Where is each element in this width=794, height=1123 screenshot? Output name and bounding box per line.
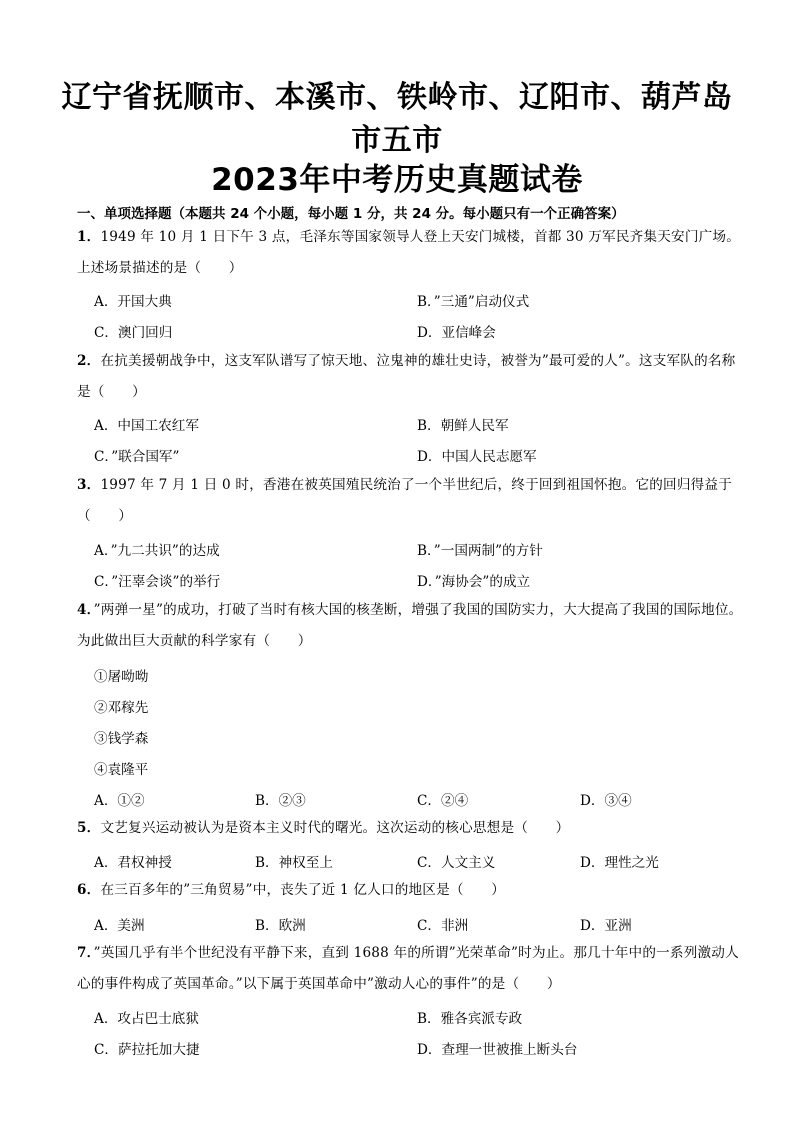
question-text: 在抗美援朝战争中，这支军队谱写了惊天地、泣鬼神的雄壮史诗，被誉为”最可爱的人”。这支军队的名称是（ ） bbox=[77, 353, 736, 400]
option-a: A．美洲 bbox=[94, 918, 145, 934]
question-4-item-1: ①屠呦呦 bbox=[94, 669, 149, 685]
option-c: C．②④ bbox=[417, 793, 469, 809]
option-b: B．神权至上 bbox=[255, 855, 333, 871]
option-c: C．澳门回归 bbox=[94, 325, 173, 341]
option-d: D．亚洲 bbox=[580, 918, 632, 934]
option-a: A．开国大典 bbox=[94, 294, 172, 310]
question-number: 6． bbox=[77, 882, 101, 898]
question-text: 在三百多年的”三角贸易”中，丧失了近 1 亿人口的地区是（ ） bbox=[100, 882, 506, 898]
option-c: C．”联合国军” bbox=[94, 449, 180, 465]
option-b: B．”三通”启动仪式 bbox=[417, 294, 530, 310]
question-5 bbox=[77, 813, 749, 844]
option-d: D．”海协会”的成立 bbox=[417, 574, 531, 590]
question-number: 4． bbox=[77, 602, 94, 618]
exam-title-line-2: 市五市 bbox=[351, 123, 443, 158]
option-b: B．②③ bbox=[255, 793, 306, 809]
question-text: ”两弹一星”的成功，打破了当时有核大国的核垄断，增强了我国的国防实力，大大提高了我国的国际地位。为此做出巨大贡献的科学家有（ ） bbox=[77, 602, 743, 649]
option-c: C．非洲 bbox=[417, 918, 469, 934]
exam-title-line-3: 2023年中考历史真题试卷 bbox=[211, 162, 583, 198]
question-number: 7． bbox=[77, 945, 94, 961]
question-2 bbox=[77, 346, 749, 408]
question-7 bbox=[77, 938, 749, 1000]
option-d: D．中国人民志愿军 bbox=[417, 449, 537, 465]
option-b: B．欧洲 bbox=[255, 918, 306, 934]
option-d: D．理性之光 bbox=[580, 855, 659, 871]
option-c: C．萨拉托加大捷 bbox=[94, 1042, 200, 1058]
question-3 bbox=[77, 470, 749, 532]
option-d: D．③④ bbox=[580, 793, 632, 809]
option-d: D．查理一世被推上断头台 bbox=[417, 1042, 578, 1058]
option-d: D．亚信峰会 bbox=[417, 325, 496, 341]
question-1 bbox=[77, 222, 749, 284]
option-a: A．①② bbox=[94, 793, 145, 809]
option-a: A．中国工农红军 bbox=[94, 418, 199, 434]
option-a: A．君权神授 bbox=[94, 855, 172, 871]
exam-title-line-1: 辽宁省抚顺市、本溪市、铁岭市、辽阳市、葫芦岛 bbox=[61, 80, 733, 115]
question-text: 1949 年 10 月 1 日下午 3 点，毛泽东等国家领导人登上天安门城楼，首都 30 万军民齐集天安门广场。上述场景描述的是（ ） bbox=[77, 229, 740, 276]
question-number: 2． bbox=[77, 353, 101, 369]
question-number: 5． bbox=[77, 820, 101, 836]
question-4 bbox=[77, 595, 749, 657]
option-b: B．”一国两制”的方针 bbox=[417, 543, 543, 559]
question-4-item-3: ③钱学森 bbox=[94, 731, 149, 747]
question-text: 文艺复兴运动被认为是资本主义时代的曙光。这次运动的核心思想是（ ） bbox=[100, 820, 570, 836]
question-4-item-2: ②邓稼先 bbox=[94, 700, 149, 716]
option-a: A．攻占巴士底狱 bbox=[94, 1011, 199, 1027]
option-c: C．”汪辜会谈”的举行 bbox=[94, 574, 221, 590]
question-text: ”英国几乎有半个世纪没有平静下来，直到 1688 年的所谓”光荣革命”时为止。那几十年中的一系列激动人心的事件构成了英国革命。”以下属于英国革命中”激动人心的事件”的是（ ） bbox=[77, 945, 739, 992]
option-b: B．朝鲜人民军 bbox=[417, 418, 509, 434]
question-6 bbox=[77, 875, 749, 906]
option-a: A．”九二共识”的达成 bbox=[94, 543, 220, 559]
question-text: 1997 年 7 月 1 日 0 时，香港在被英国殖民统治了一个半世纪后，终于回到祖国怀抱。它的回归得益于（ ） bbox=[77, 477, 732, 524]
question-number: 3． bbox=[77, 477, 101, 493]
section-heading: 一、单项选择题（本题共 24 个小题，每小题 1 分，共 24 分。每小题只有一个正确答案） bbox=[77, 206, 625, 222]
option-c: C．人文主义 bbox=[417, 855, 496, 871]
question-4-item-4: ④袁隆平 bbox=[94, 762, 149, 778]
question-number: 1． bbox=[77, 229, 101, 245]
option-b: B．雅各宾派专政 bbox=[417, 1011, 523, 1027]
